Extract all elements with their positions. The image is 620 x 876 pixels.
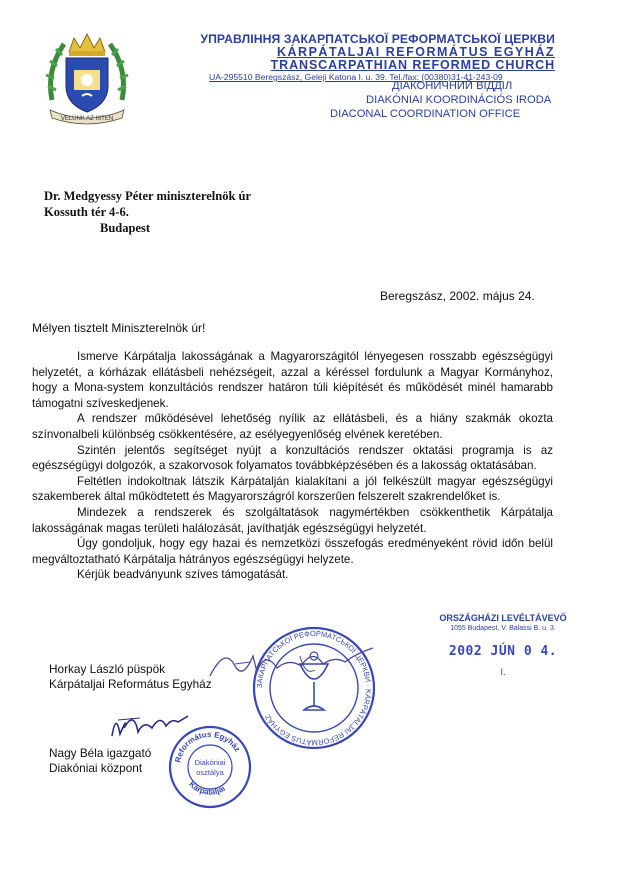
letter-body — [32, 349, 553, 583]
recipient-street: Kossuth tér 4-6. — [44, 205, 129, 219]
office-name-english: DIACONAL COORDINATION OFFICE — [330, 108, 521, 120]
signer-organization: Diakóniai központ — [49, 761, 143, 775]
seal-ring-text: ЗАКАРПАТСЬКОЇ РЕФОРМАТСЬКОЇ ЦЕРКВИ · KÁRPÁTALJAI REFORMÁTUS EGYHÁZ — [254, 628, 374, 748]
church-name-ukrainian: УПРАВЛІННЯ ЗАКАРПАТСЬКОЇ РЕФОРМАТСЬКОЇ ЦЕРКВИ — [200, 32, 555, 46]
diak-stamp-inner-2: osztálya — [196, 768, 224, 777]
paragraph: A rendszer működésével lehetőség nyílik az ellátásbeli, és a hiány szakmák okozta színvonalbeli különbség csökkentésére, az esélyegyenlőség elvének keretében. — [32, 412, 553, 441]
signature-block-bishop — [49, 662, 212, 692]
signer-organization: Kárpátaljai Református Egyház — [49, 677, 212, 691]
salutation: Mélyen tisztelt Miniszterelnök úr! — [32, 321, 206, 335]
office-names — [330, 79, 552, 121]
recipient-city: Budapest — [100, 221, 151, 235]
signer-name: Nagy Béla igazgató — [49, 746, 152, 760]
diak-stamp-bottom-text: Kárpátaljai — [187, 779, 227, 797]
signature-block-director — [49, 746, 151, 776]
archive-receipt-stamp — [438, 613, 568, 677]
church-name-english: TRANSCARPATHIAN REFORMED CHURCH — [270, 58, 555, 72]
letterhead-address: UA-295510 Beregszász, Geleji Katona I. u. 39. Tel./fax: (00380)31-41-243-09 — [209, 72, 503, 82]
paragraph: Úgy gondoljuk, hogy egy hazai és nemzetközi összefogás eredményeként rövid időn belül megváltoztatható Kárpátalja hátrányos egészségügyi helyzete. — [32, 537, 553, 566]
svg-text:VELÜNK AZ ISTEN: VELÜNK AZ ISTEN — [60, 116, 114, 122]
office-name-ukrainian: ДІАКОНИЧНИЙ ВІДДІЛ — [392, 80, 513, 92]
bishop-signature — [205, 636, 380, 686]
office-name-hungarian: DIAKÓNIAI KOORDINÁCIÓS IRODA — [366, 94, 552, 106]
paragraph: Feltétlen indokoltnak látszik Kárpátalján kialakítani a jól felkészült magyar egészségügyi szakemberek által működtetett és Magyarországról korszerűen felszerelt szakrendelőket is. — [32, 474, 553, 504]
archive-stamp-title: ORSZÁGHÁZI LEVÉLTÁVEVŐ — [439, 613, 567, 623]
diak-stamp-top-text: Református Egyház — [173, 729, 243, 764]
archive-stamp-number: I. — [500, 667, 506, 677]
paragraph: Kérjük beadványunk szíves támogatását. — [77, 568, 289, 582]
recipient-name: Dr. Medgyessy Péter miniszterelnök úr — [44, 189, 252, 203]
paragraph: Ismerve Kárpátalja lakosságának a Magyarországitól lényegesen rosszabb egészségügyi helyzetét, a kórházak ellátásbeli nehézségeit, azzal a kéréssel fordulunk a Magyar Kormányhoz, hogy a Mona-system konzultációs rendszer határon túli kiépítését és működését minél hamarabb támogatni szíveskedjenek. — [32, 350, 553, 410]
signer-name: Horkay László püspök — [49, 662, 166, 676]
paragraph: Mindezek a rendszerek és szolgáltatások nagymértékben csökkenthetik Kárpátalja lakosságának magas területi halálozását, javíthatják egészségügyi helyzetét. — [32, 505, 553, 535]
recipient-block — [44, 188, 251, 236]
archive-stamp-address: 1055 Budapest, V. Balassi B. u. 3. — [450, 625, 556, 632]
church-crest-logo — [42, 30, 132, 126]
letter-date: Beregszász, 2002. május 24. — [380, 289, 535, 303]
letterhead-titles — [160, 33, 555, 72]
church-name-hungarian: KÁRPÁTALJAI REFORMÁTUS EGYHÁZ — [277, 45, 555, 59]
diak-stamp-inner-1: Diakóniai — [194, 758, 226, 767]
paragraph: Szintén jelentős segítséget nyújt a konzultációs rendszer oktatási programja is az egészségügyi dolgozók, a szakorvosok folyamatos továbbképzésében és a lakosság oktatásában. — [32, 443, 553, 473]
archive-stamp-date: 2002 JÚN 0 4. — [448, 644, 558, 659]
diakonia-round-stamp — [167, 724, 253, 810]
